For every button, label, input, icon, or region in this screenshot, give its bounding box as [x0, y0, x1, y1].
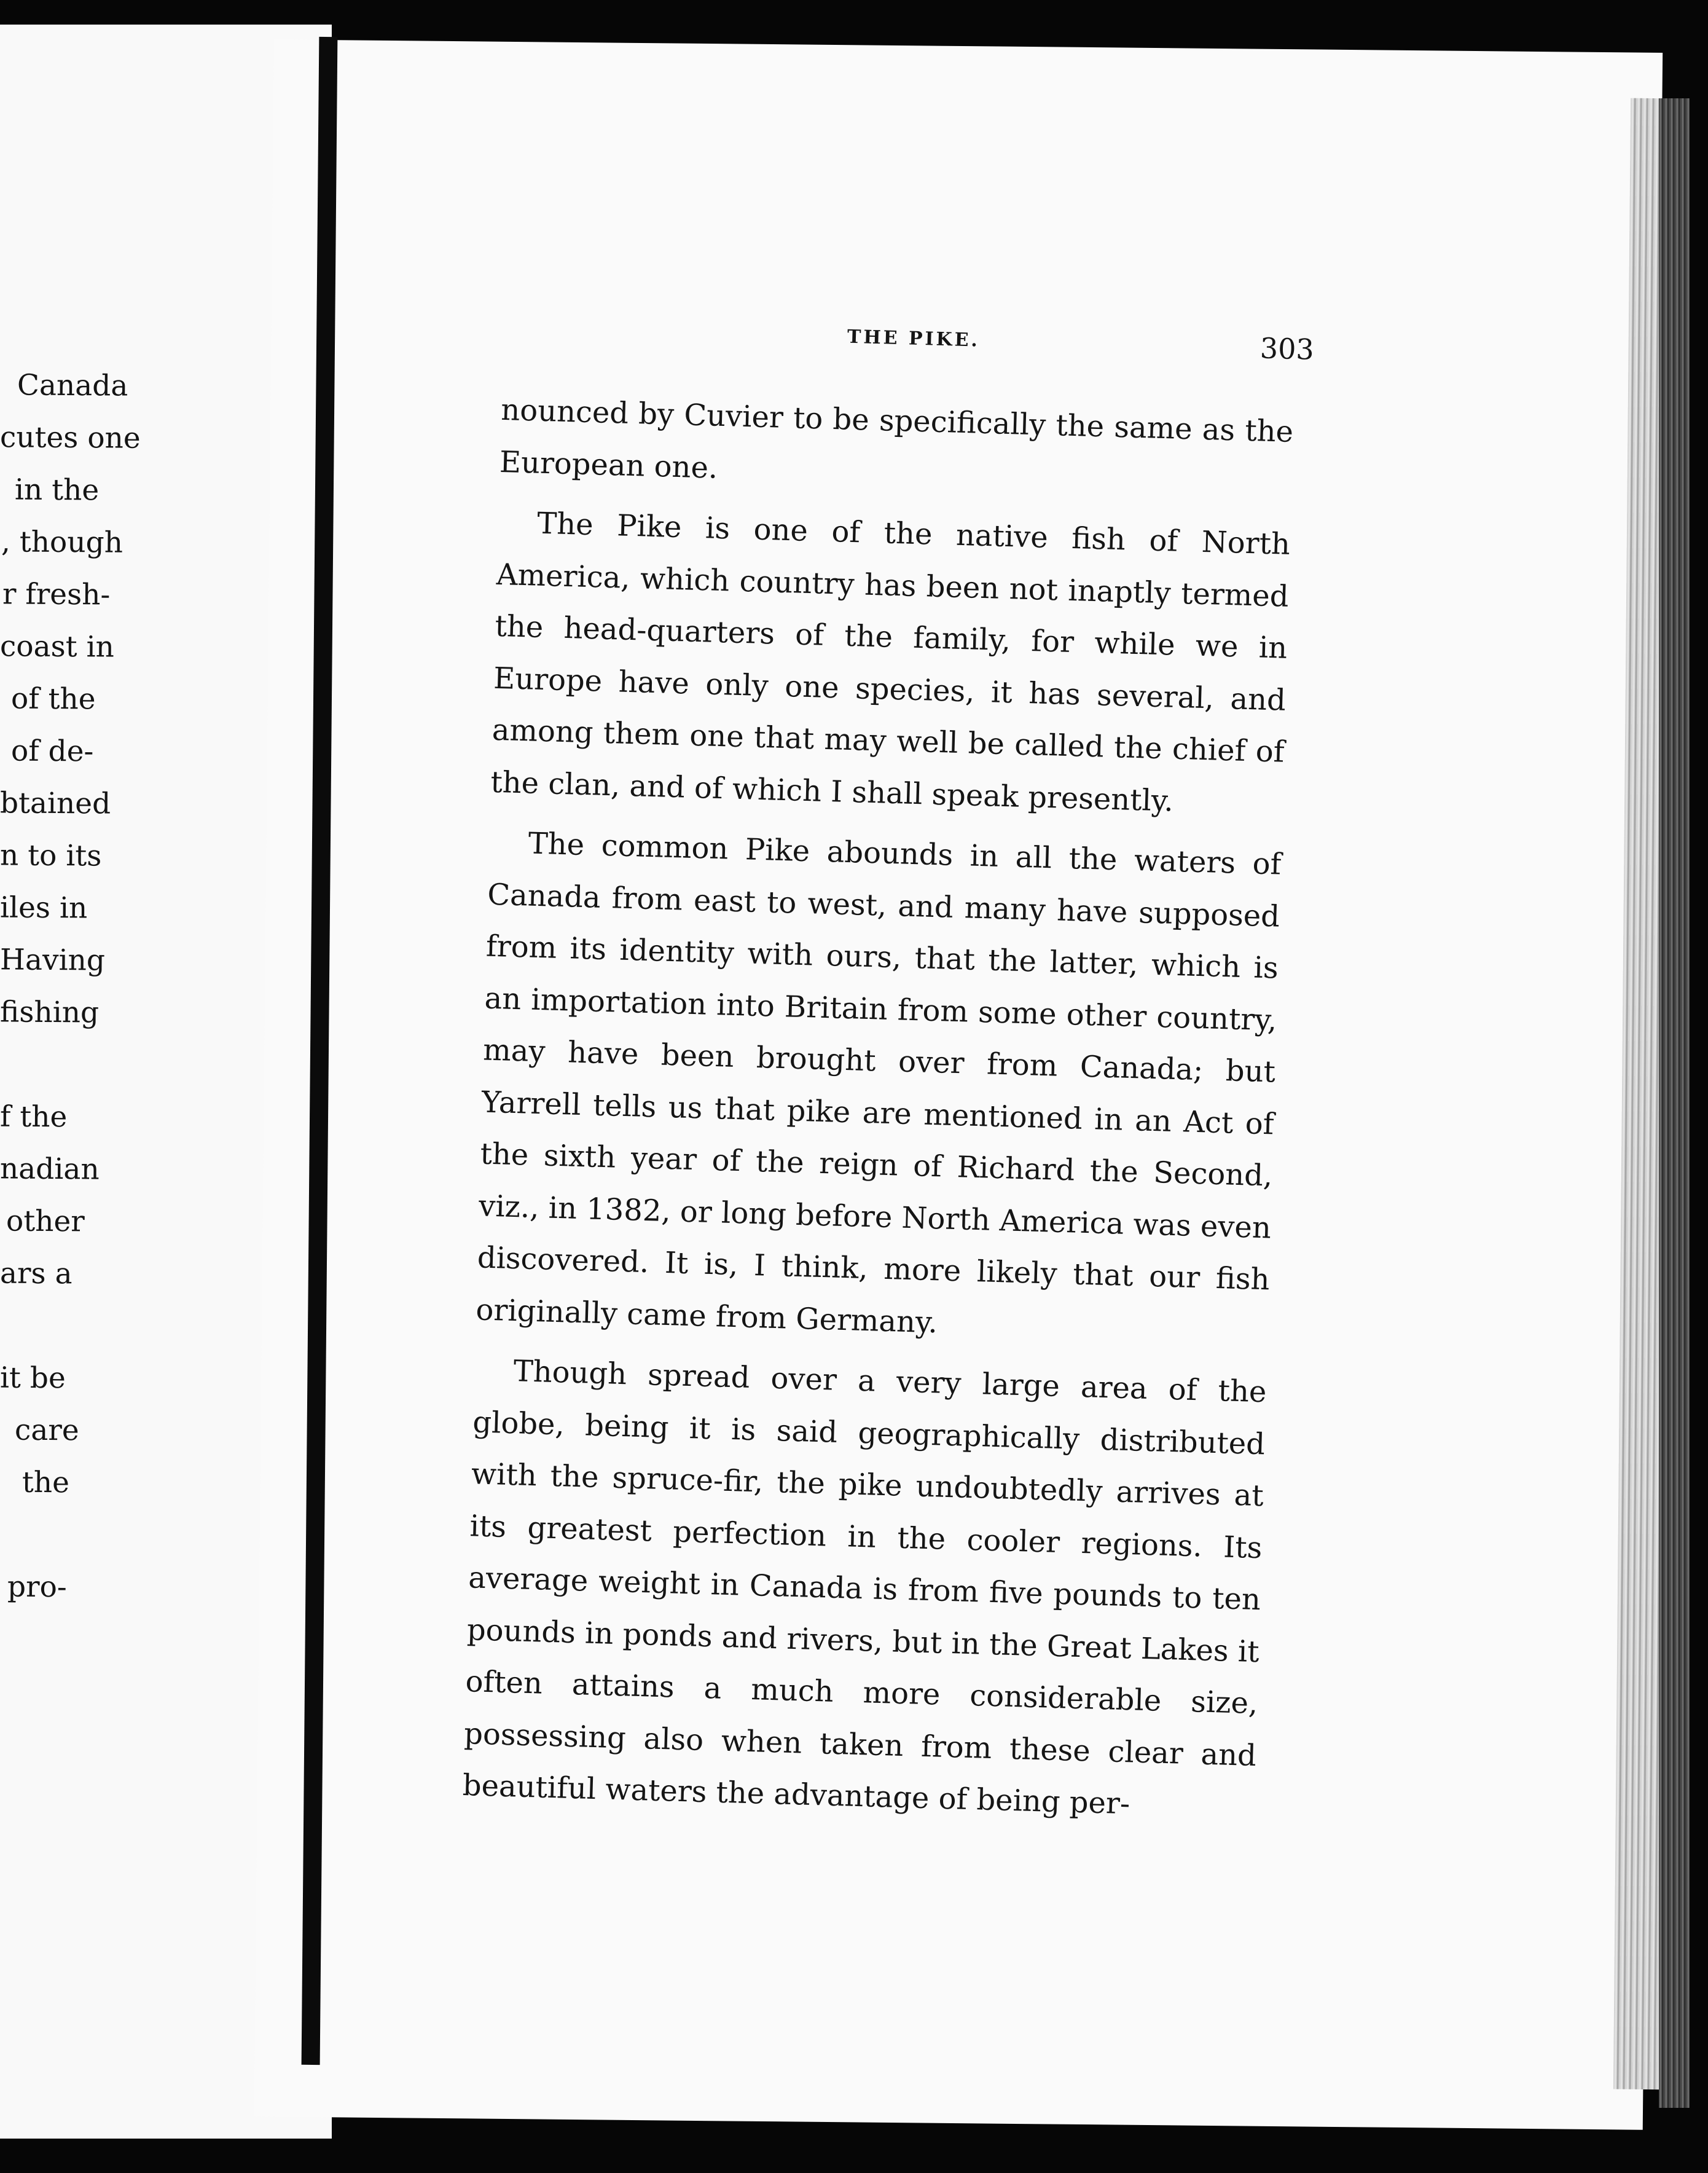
left-line: btained — [0, 786, 111, 821]
left-line: of de- — [10, 734, 94, 769]
left-line: Canada — [17, 368, 128, 403]
book-fore-edge — [1659, 98, 1690, 2108]
left-line: nadian — [0, 1152, 100, 1187]
paragraph: The Pike is one of the native fish of North America, which country has been not inaptly termed the head-quarters of the family, for while we in Europe have only one species, it has several, and among them one that may well be called the chief of the clan, and of which I shall speak presently. — [490, 506, 1291, 819]
left-line: pro- — [7, 1570, 67, 1605]
left-line: , though — [1, 525, 123, 560]
left-line: ars a — [0, 1256, 72, 1291]
left-line: coast in — [0, 629, 115, 664]
left-line: other — [6, 1204, 85, 1239]
paragraph: nounced by Cuvier to be specifically the same as the European one. — [499, 392, 1294, 485]
left-line: iles in — [0, 890, 88, 925]
left-line: fishing — [0, 995, 100, 1030]
page-number: 303 — [1259, 331, 1315, 366]
running-head-title: THE PIKE. — [847, 326, 981, 352]
left-line: it be — [0, 1361, 66, 1396]
left-line: r fresh- — [2, 577, 111, 612]
right-page-text — [461, 310, 1315, 1842]
paragraph: The common Pike abounds in all the waters of Canada from east to west, and many have supposed from its identity with ours, that the latter, which is an importation into Britain from some other country, may have been brought over from Canada; but Yarrell tells us that pike are mentioned in an Act of the sixth year of the reign of Richard the Second, viz., in 1382, or long before North America was even discovered. It is, I think, more likely that our fish originally came from Germany. — [475, 826, 1282, 1340]
left-line: Having — [0, 943, 106, 978]
left-line: f the — [0, 1099, 68, 1134]
left-line: of the — [10, 682, 96, 717]
left-line: in the — [14, 473, 100, 508]
left-line: care — [14, 1413, 79, 1448]
left-line: cutes one — [0, 420, 141, 455]
left-line: n to its — [0, 838, 102, 873]
left-line: the — [22, 1465, 70, 1500]
paragraph: Though spread over a very large area of the globe, being it is said geographically distributed with the spruce-fir, the pike undoubtedly arrives at its greatest perfection in the cooler regions. Its average weight in Canada is from five pounds to ten pounds in ponds and rivers, but in the Great Lakes it often attains a much more considerable size, possessing also when taken from these clear and beautiful waters the advantage of being per- — [462, 1354, 1267, 1821]
